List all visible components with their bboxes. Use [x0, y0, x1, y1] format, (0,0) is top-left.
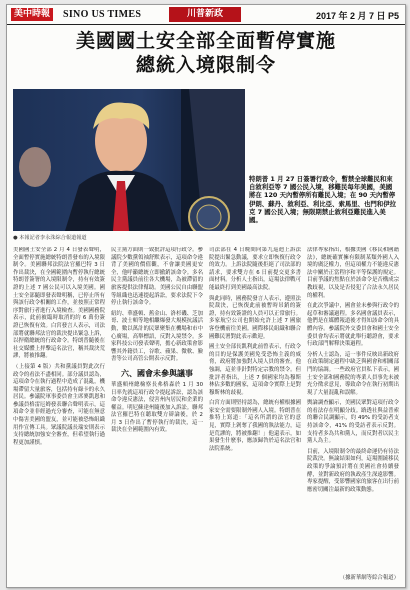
photo-illustration [13, 89, 245, 231]
reporter-byline: ● 本報記者李永洙綜合報道報道 [13, 235, 87, 241]
deck-summary: 特朗普 1 月 27 日簽署行政令，暫禁全球難民和來自敘利亞等 7 國公民入境，移難民每年美國，美國將在 120 天內暫停所有難民入境；在 90 天內暫停伊朗、蘇丹、敘利亞、利比亞、索馬里、也門和伊拉克 7 國公民入境；無限期禁止敘利亞難民進入美國。 [249, 175, 396, 225]
paper-english-title: SINO US TIMES [63, 9, 142, 20]
paragraph: （上接第 4 版）共和黨議員對此次行政令的看法不盡相同。部分議員認為，這項命令在執行過程中造成了混亂，機場滯留大量旅客，包括持有綠卡的永久居民。參議院軍事委員會主席麥凱恩和參議員格雷厄姆發表聯合聲明表示，這項命令並非經過充分審查，可能在無意中傷害美國的盟友，並可能被恐怖組織用作宣傳工具。眾議院議長瑞安則表示支持總統加強安全審查，但希望執行過程更加謹慎。 [13, 363, 105, 446]
paragraph: 民主黨方面則一致批評這項行政令。參議院少數黨領袖舒默表示，這項命令違背了美國的價值觀，不會讓美國更安全，他呼籲總統立即撤銷該命令。多名民主黨議員前往各大機場，為被滯留的旅客提供法律幫助。美國公民自由聯盟等組織也迅速提起訴訟，要求法院下令停止執行該命令。 [111, 247, 203, 307]
paragraph: 白宮方面則堅持認為，總統有權根據國家安全需要限制外國人入境。特朗普在推特上寫道：「這名所謂的法官的意見，實際上剝奪了我國的執法能力，這是荒謬的，將被推翻！」他還表示，如果發生什麼事，應該歸咎於這名法官和法院系統。 [209, 400, 301, 452]
paragraph: 輿論調查顯示，美國民眾對這項行政令的看法存在明顯分歧。路透社與益普索的聯合民調顯示，約 49% 的受訪者支持該命令，41% 的受訪者表示反對。支持者多為共和黨人，而反對者以民主黨人為主。 [307, 400, 399, 445]
column-3 [209, 247, 301, 577]
intro-paragraph: 美國國土安全部 2 月 4 日發表聲明，全面暫停實施總統特朗普發布的入境限制令。美國聯邦法院法官羅巴特 3 日作出裁決，在全國範圍內暫停執行總統特朗普簽署的入境限制令，持有有效簽證的上述 7 國公民可以入境美國。國土安全部隨即發表聲明稱，已停止所有與該行政令相關的工作，並按照正常程序對旅行者進行入境檢查。美國國務院表示，此前被臨時取消的約 6 萬份簽證已恢復有效。白宮發言人表示，司法部將就聯邦法官的裁決提出緊急上訴，以捍衛總統的行政命令。特朗普隨後在社交媒體上抨擊這名法官，稱其裁決荒謬，將被推翻。 [13, 247, 105, 360]
page-header [7, 5, 405, 25]
news-photo [13, 89, 245, 231]
section-subhead: 六、國會未參與議事 [121, 368, 193, 378]
headline-line-1: 美國國土安全部全面暫停實施 [75, 30, 336, 52]
paragraph: 分析人士認為，這一事件反映出新政府在政策制定過程中缺乏與國會和相關部門的協調。一些政府官員私下表示，國土安全部和國務院的專業人員事先未被充分徵求意見，導致命令在執行初期出現了大量混亂和誤解。 [307, 351, 399, 396]
paragraph: 紐約、華盛頓、舊金山、洛杉磯、芝加哥、波士頓等地相繼爆發大規模抗議活動，數以萬計的民眾聚集在機場和市中心廣場，高舉標語，反對入境禁令。多家科技公司發表聲明，擔心新政策會影響其外籍員工，谷歌、蘋果、微軟、臉書等公司高管公開表示反對。 [111, 310, 203, 363]
issue-date-page: 2017 年 2 月 7 日 P5 [315, 11, 399, 21]
column-1 [13, 247, 105, 577]
paper-logo: 美中時報 [11, 8, 53, 21]
paragraph: 與此同時，國務院發言人表示，遵照法院裁決，已恢復此前被暫時吊銷的簽證，持有效簽證的人員可以正常旅行。多家航空公司也開始允許上述 7 國旅客登機前往美國。國際移民組織和聯合國難民署對此表示歡迎。 [209, 295, 301, 340]
paragraph: 在此次爭議中，國會並未參與行政令的起草和審議過程。多名國會議員表示，他們是在媒體報道後才得知該命令的具體內容。參議院外交委員會和國土安全委員會均表示將就此舉行聽證會，要求行政部門解釋決策過程。 [307, 303, 399, 348]
article-body [13, 247, 399, 577]
source-note: （據新華網等綜合報道） [339, 575, 399, 581]
paragraph: 國土安全部長凱利此前曾表示，行政令的目的是保護美國免受恐怖主義的威脅，政府將加強對入境人員的審查。他強調，這並非針對特定宗教的禁令。但批評者指出，上述 7 個國家均為穆斯林佔多數的國家，這項命令實際上是對穆斯林的歧視。 [209, 344, 301, 396]
paragraph: 司法部在 4 日晚間向第九巡迴上訴法院提出緊急動議，要求立即恢復行政令的效力。上訴法院隨後拒絕了司法部的請求，要求雙方在 6 日前提交更多書面材料。分析人士指出，這場法律戰可能最終打到美國最高法院。 [209, 247, 301, 291]
headline-line-2: 總統入境限制令 [135, 54, 276, 76]
headline [7, 29, 405, 77]
section-tag: 川普新政 [169, 7, 241, 22]
column-2 [111, 247, 203, 577]
paragraph: 法律專家指出，根據美國《移民和國籍法》，總統確實擁有限制某類外國人入境的廣泛權力，但這項權力不能違反憲法中關於正當程序和平等保護的規定。目前爭議的焦點在於該命令是否構成宗教歧視，以及是否侵犯了合法永久居民的權利。 [307, 247, 399, 299]
column-4 [307, 247, 399, 577]
paragraph: 目前，入境限制令的最終命運仍有待法院裁決。無論結果如何，這場圍繞移民政策的爭論預計將在美國社會持續發酵，並對新政府的執政產生深遠影響。專家提醒，受影響國家的旅客在出行前應密切關注最新的政策動態。 [307, 448, 399, 493]
paragraph: 華盛頓州總檢察長弗格森於 1 月 30 日率先就這項行政令提起訴訟，認為該命令違反憲法，侵害州內居民和企業的權益。明尼蘇達州隨後加入訴訟。聯邦法官羅巴特在聽取雙方辯論後，於 2 月 3 日作出了暫停執行的裁決，這一裁決在全國範圍內有效。 [111, 381, 203, 434]
newspaper-page [6, 4, 406, 588]
